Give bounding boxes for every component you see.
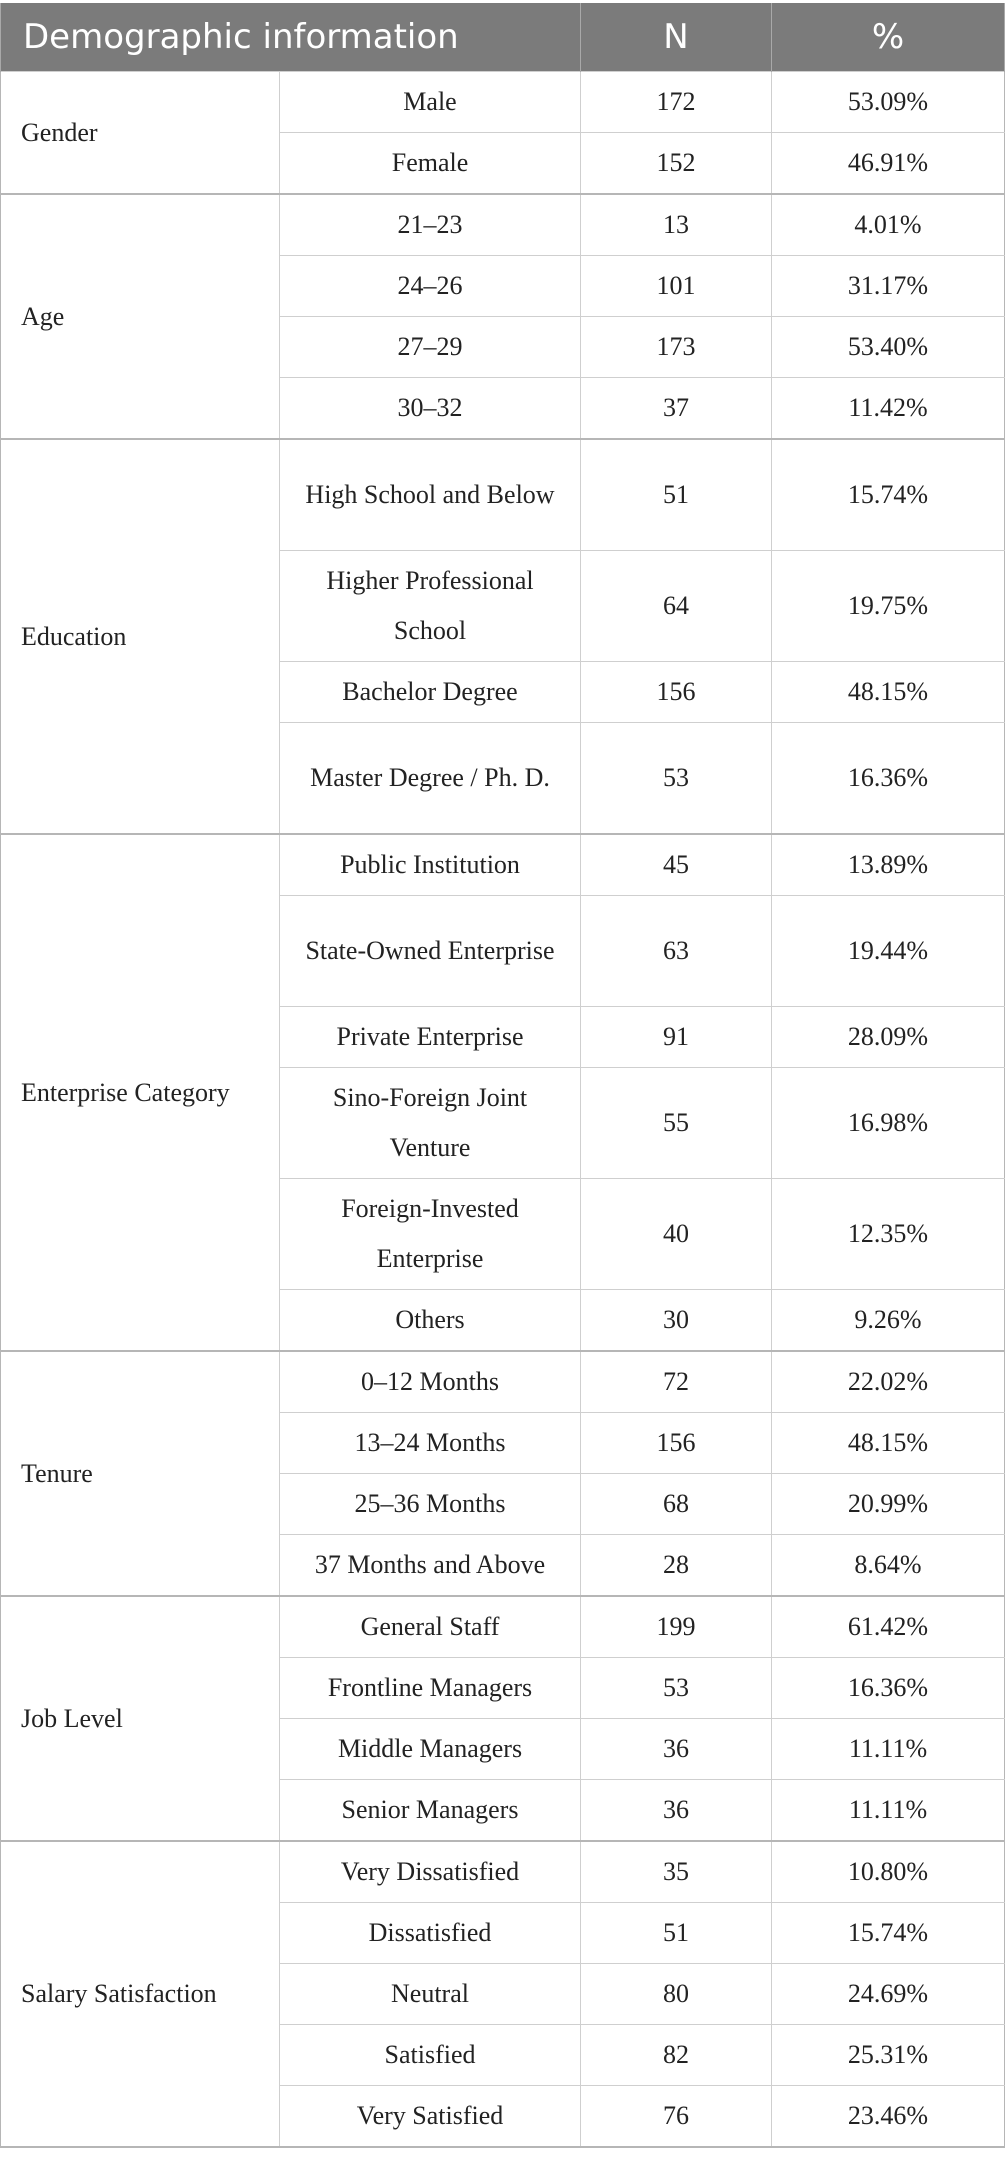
header-n: N <box>581 3 772 72</box>
percent-cell: 16.36% <box>772 723 1005 835</box>
subcategory-cell: 24–26 <box>280 256 581 317</box>
subcategory-cell: 21–23 <box>280 194 581 256</box>
category-cell: Enterprise Category <box>1 834 280 1351</box>
count-cell: 36 <box>581 1780 772 1842</box>
percent-cell: 48.15% <box>772 1413 1005 1474</box>
count-cell: 156 <box>581 662 772 723</box>
table-row <box>1 72 1005 133</box>
percent-cell: 20.99% <box>772 1474 1005 1535</box>
percent-cell: 48.15% <box>772 662 1005 723</box>
count-cell: 51 <box>581 439 772 551</box>
subcategory-cell: Frontline Managers <box>280 1658 581 1719</box>
subcategory-cell: Very Dissatisfied <box>280 1841 581 1903</box>
subcategory-cell: 37 Months and Above <box>280 1535 581 1597</box>
percent-cell: 61.42% <box>772 1596 1005 1658</box>
count-cell: 36 <box>581 1719 772 1780</box>
percent-cell: 13.89% <box>772 834 1005 896</box>
count-cell: 53 <box>581 723 772 835</box>
count-cell: 45 <box>581 834 772 896</box>
subcategory-cell: 0–12 Months <box>280 1351 581 1413</box>
percent-cell: 22.02% <box>772 1351 1005 1413</box>
count-cell: 51 <box>581 1903 772 1964</box>
count-cell: 101 <box>581 256 772 317</box>
subcategory-cell: Very Satisfied <box>280 2086 581 2148</box>
percent-cell: 16.36% <box>772 1658 1005 1719</box>
percent-cell: 8.64% <box>772 1535 1005 1597</box>
subcategory-cell: Private Enterprise <box>280 1007 581 1068</box>
count-cell: 35 <box>581 1841 772 1903</box>
subcategory-cell: Dissatisfied <box>280 1903 581 1964</box>
percent-cell: 15.74% <box>772 439 1005 551</box>
header-demographic-information: Demographic information <box>1 3 581 72</box>
count-cell: 64 <box>581 551 772 662</box>
table-body <box>1 72 1005 2148</box>
count-cell: 13 <box>581 194 772 256</box>
subcategory-cell: Satisfied <box>280 2025 581 2086</box>
subcategory-cell: Others <box>280 1290 581 1352</box>
count-cell: 152 <box>581 133 772 195</box>
count-cell: 91 <box>581 1007 772 1068</box>
category-cell: Education <box>1 439 280 834</box>
subcategory-cell: 27–29 <box>280 317 581 378</box>
count-cell: 173 <box>581 317 772 378</box>
subcategory-cell: Neutral <box>280 1964 581 2025</box>
percent-cell: 9.26% <box>772 1290 1005 1352</box>
count-cell: 53 <box>581 1658 772 1719</box>
subcategory-cell: Master Degree / Ph. D. <box>280 723 581 835</box>
percent-cell: 12.35% <box>772 1179 1005 1290</box>
count-cell: 72 <box>581 1351 772 1413</box>
percent-cell: 10.80% <box>772 1841 1005 1903</box>
table-row <box>1 1841 1005 1903</box>
subcategory-cell: Foreign-Invested Enterprise <box>280 1179 581 1290</box>
subcategory-cell: Sino-Foreign Joint Venture <box>280 1068 581 1179</box>
subcategory-cell: 25–36 Months <box>280 1474 581 1535</box>
percent-cell: 23.46% <box>772 2086 1005 2148</box>
table-row <box>1 439 1005 551</box>
percent-cell: 11.11% <box>772 1780 1005 1842</box>
subcategory-cell: Bachelor Degree <box>280 662 581 723</box>
subcategory-cell: Middle Managers <box>280 1719 581 1780</box>
count-cell: 28 <box>581 1535 772 1597</box>
subcategory-cell: High School and Below <box>280 439 581 551</box>
percent-cell: 11.42% <box>772 378 1005 440</box>
header-percent: % <box>772 3 1005 72</box>
count-cell: 172 <box>581 72 772 133</box>
category-cell: Age <box>1 194 280 439</box>
count-cell: 82 <box>581 2025 772 2086</box>
table-row <box>1 1596 1005 1658</box>
count-cell: 199 <box>581 1596 772 1658</box>
percent-cell: 4.01% <box>772 194 1005 256</box>
subcategory-cell: Male <box>280 72 581 133</box>
category-cell: Tenure <box>1 1351 280 1596</box>
percent-cell: 31.17% <box>772 256 1005 317</box>
category-cell: Gender <box>1 72 280 195</box>
table-row <box>1 1351 1005 1413</box>
subcategory-cell: Female <box>280 133 581 195</box>
count-cell: 40 <box>581 1179 772 1290</box>
subcategory-cell: 30–32 <box>280 378 581 440</box>
subcategory-cell: Higher Professional School <box>280 551 581 662</box>
subcategory-cell: State-Owned Enterprise <box>280 896 581 1007</box>
percent-cell: 28.09% <box>772 1007 1005 1068</box>
count-cell: 37 <box>581 378 772 440</box>
count-cell: 76 <box>581 2086 772 2148</box>
subcategory-cell: Public Institution <box>280 834 581 896</box>
subcategory-cell: 13–24 Months <box>280 1413 581 1474</box>
percent-cell: 15.74% <box>772 1903 1005 1964</box>
percent-cell: 25.31% <box>772 2025 1005 2086</box>
count-cell: 30 <box>581 1290 772 1352</box>
header-row <box>1 3 1005 72</box>
subcategory-cell: General Staff <box>280 1596 581 1658</box>
percent-cell: 46.91% <box>772 133 1005 195</box>
category-cell: Job Level <box>1 1596 280 1841</box>
category-cell: Salary Satisfaction <box>1 1841 280 2147</box>
count-cell: 80 <box>581 1964 772 2025</box>
percent-cell: 19.75% <box>772 551 1005 662</box>
percent-cell: 53.40% <box>772 317 1005 378</box>
count-cell: 63 <box>581 896 772 1007</box>
table-row <box>1 194 1005 256</box>
table-row <box>1 834 1005 896</box>
count-cell: 156 <box>581 1413 772 1474</box>
count-cell: 68 <box>581 1474 772 1535</box>
percent-cell: 24.69% <box>772 1964 1005 2025</box>
demographics-table <box>0 3 1005 2148</box>
percent-cell: 16.98% <box>772 1068 1005 1179</box>
percent-cell: 19.44% <box>772 896 1005 1007</box>
count-cell: 55 <box>581 1068 772 1179</box>
percent-cell: 53.09% <box>772 72 1005 133</box>
percent-cell: 11.11% <box>772 1719 1005 1780</box>
subcategory-cell: Senior Managers <box>280 1780 581 1842</box>
